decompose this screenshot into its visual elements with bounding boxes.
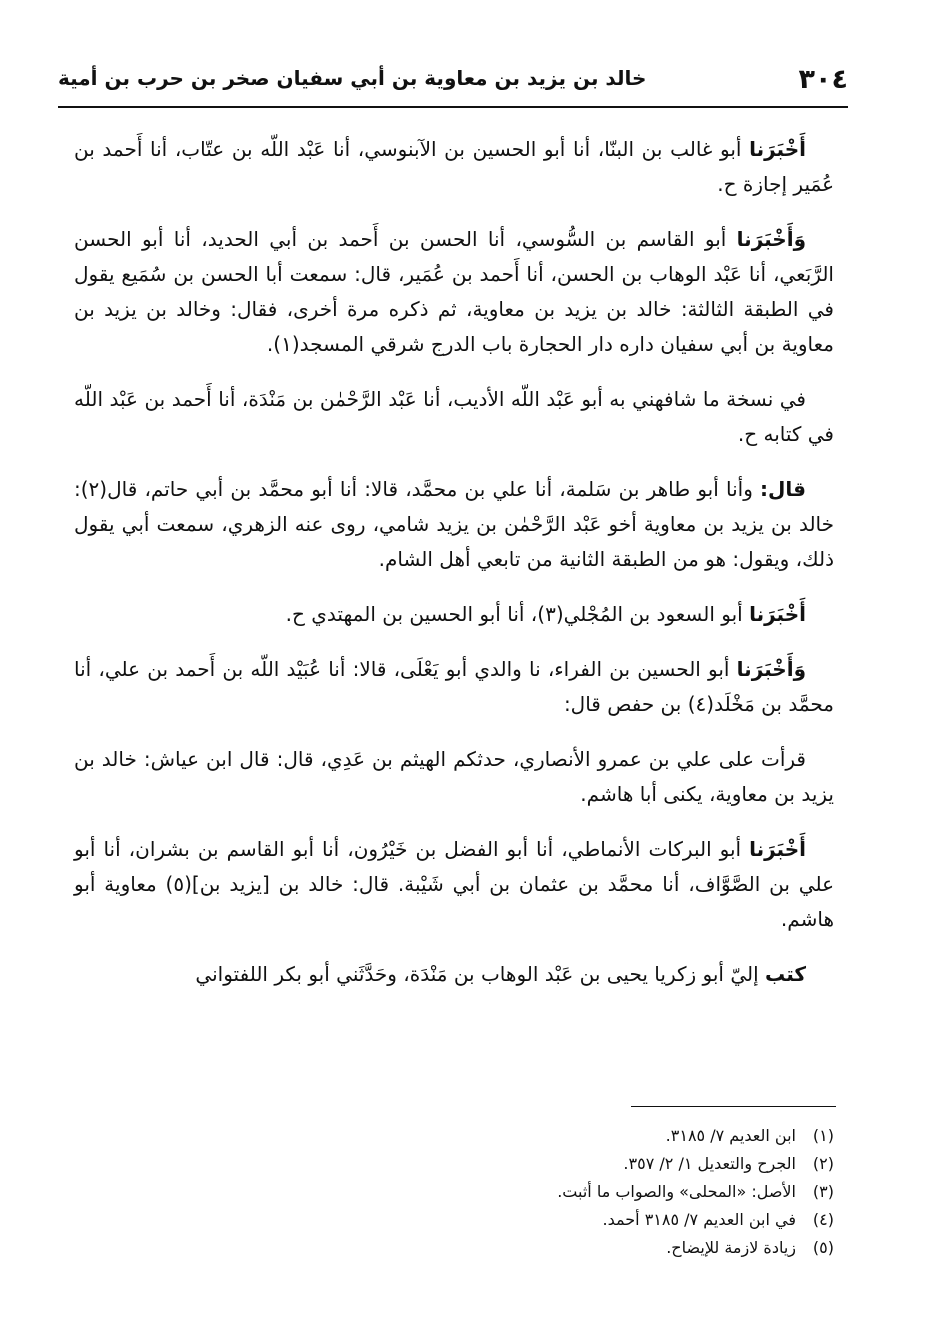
paragraph-text: في نسخة ما شافهني به أبو عَبْد اللّه الأديب، أنا عَبْد الرَّحْمٰن بن مَنْدَة، أنا أَحمد بن عَبْد اللّه في كتابه ح.	[74, 387, 834, 446]
paragraph-text: قرأت على علي بن عمرو الأنصاري، حدثكم الهيثم بن عَدِي، قال: قال ابن عياش: خالد بن يزيد بن معاوية، يكنى أبا هاشم.	[74, 747, 834, 806]
footnote	[74, 1234, 834, 1262]
footnote	[74, 1178, 834, 1206]
footnote-text: في ابن العديم ٧/ ٣١٨٥ أحمد.	[602, 1210, 796, 1229]
paragraph	[74, 132, 834, 202]
footnote-number: (١)	[812, 1126, 834, 1145]
footnote-text: زيادة لازمة للإيضاح.	[666, 1238, 796, 1257]
footnote	[74, 1206, 834, 1234]
paragraph	[74, 222, 834, 362]
paragraph-text: أبو السعود بن المُجْلي(٣)، أنا أبو الحسين بن المهتدي ح.	[285, 602, 750, 626]
paragraph-lead: وَأَخْبَرَنا	[736, 657, 806, 681]
paragraph-lead: أَخْبَرَنا	[749, 602, 806, 626]
footnotes	[74, 1122, 834, 1262]
paragraph	[74, 832, 834, 937]
page-number: ٣٠٤	[798, 64, 848, 95]
paragraph-text: أبو غالب بن البنّا، أنا أبو الحسين بن الآبنوسي، أنا عَبْد اللّه بن عتّاب، أنا أَحمد بن عُمَير إجازة ح.	[74, 137, 834, 196]
paragraph	[74, 742, 834, 812]
paragraph	[74, 957, 834, 992]
paragraph-text: إليّ أبو زكريا يحيى بن عَبْد الوهاب بن مَنْدَة، وحَدَّثَني أبو بكر اللفتواني	[195, 962, 766, 986]
header-rule	[58, 106, 848, 108]
footnote-number: (٢)	[812, 1154, 834, 1173]
main-text	[74, 132, 834, 1012]
footnote	[74, 1150, 834, 1178]
footnote-number: (٣)	[812, 1182, 834, 1201]
paragraph	[74, 472, 834, 577]
paragraph-text: أبو البركات الأنماطي، أنا أبو الفضل بن خَيْرُون، أنا أبو القاسم بن بشران، أنا أبو علي بن الصَّوَّاف، أنا محمَّد بن عثمان بن أبي شَيْبة. قال: خالد بن [يزيد بن](٥) معاوية أبو هاشم.	[74, 837, 835, 931]
page-header	[58, 62, 848, 102]
paragraph-text: أبو الحسين بن الفراء، نا والدي أبو يَعْلَى، قالا: أنا عُبَيْد اللّه بن أَحمد بن علي، أنا محمَّد بن مَخْلَد(٤) بن حفص قال:	[74, 657, 834, 716]
footnote-text: ابن العديم ٧/ ٣١٨٥.	[665, 1126, 796, 1145]
paragraph-text: وأنا أبو طاهر بن سَلمة، أنا علي بن محمَّد، قالا: أنا أبو محمَّد بن أبي حاتم، قال(٢): خالد بن يزيد بن معاوية أخو عَبْد الرَّحْمٰن بن يزيد شامي، روى عنه الزهري، سمعت أبي يقول ذلك، ويقول: هو من الطبقة الثانية من تابعي أهل الشام.	[74, 477, 834, 571]
paragraph-lead: كتب	[765, 962, 806, 986]
footnote-number: (٥)	[812, 1238, 834, 1257]
paragraph	[74, 652, 834, 722]
paragraph-text: أبو القاسم بن السُّوسي، أنا الحسن بن أَحمد بن أبي الحديد، أنا أبو الحسن الرَّبَعي، أنا عَبْد الوهاب بن الحسن، أنا أَحمد بن عُمَير، قال: سمعت أبا الحسن بن سُمَيع يقول في الطبقة الثالثة: خالد بن يزيد بن معاوية، ثم ذكره مرة أخرى، فقال: وخالد بن يزيد بن معاوية بن أبي سفيان داره دار الحجارة باب الدرج شرقي المسجد(١).	[74, 227, 834, 356]
footnote-text: الجرح والتعديل ١/ ٢/ ٣٥٧.	[623, 1154, 796, 1173]
footnote	[74, 1122, 834, 1150]
paragraph-lead: قال:	[760, 477, 806, 501]
paragraph-lead: أَخْبَرَنا	[749, 837, 806, 861]
footnote-number: (٤)	[812, 1210, 834, 1229]
paragraph	[74, 382, 834, 452]
footnote-text: الأصل: «المحلى» والصواب ما أثبت.	[557, 1182, 796, 1201]
paragraph-lead: أَخْبَرَنا	[749, 137, 806, 161]
paragraph	[74, 597, 834, 632]
paragraph-lead: وَأَخْبَرَنا	[736, 227, 806, 251]
footnote-rule	[631, 1106, 836, 1107]
running-title: خالد بن يزيد بن معاوية بن أبي سفيان صخر بن حرب بن أمية	[58, 66, 647, 90]
